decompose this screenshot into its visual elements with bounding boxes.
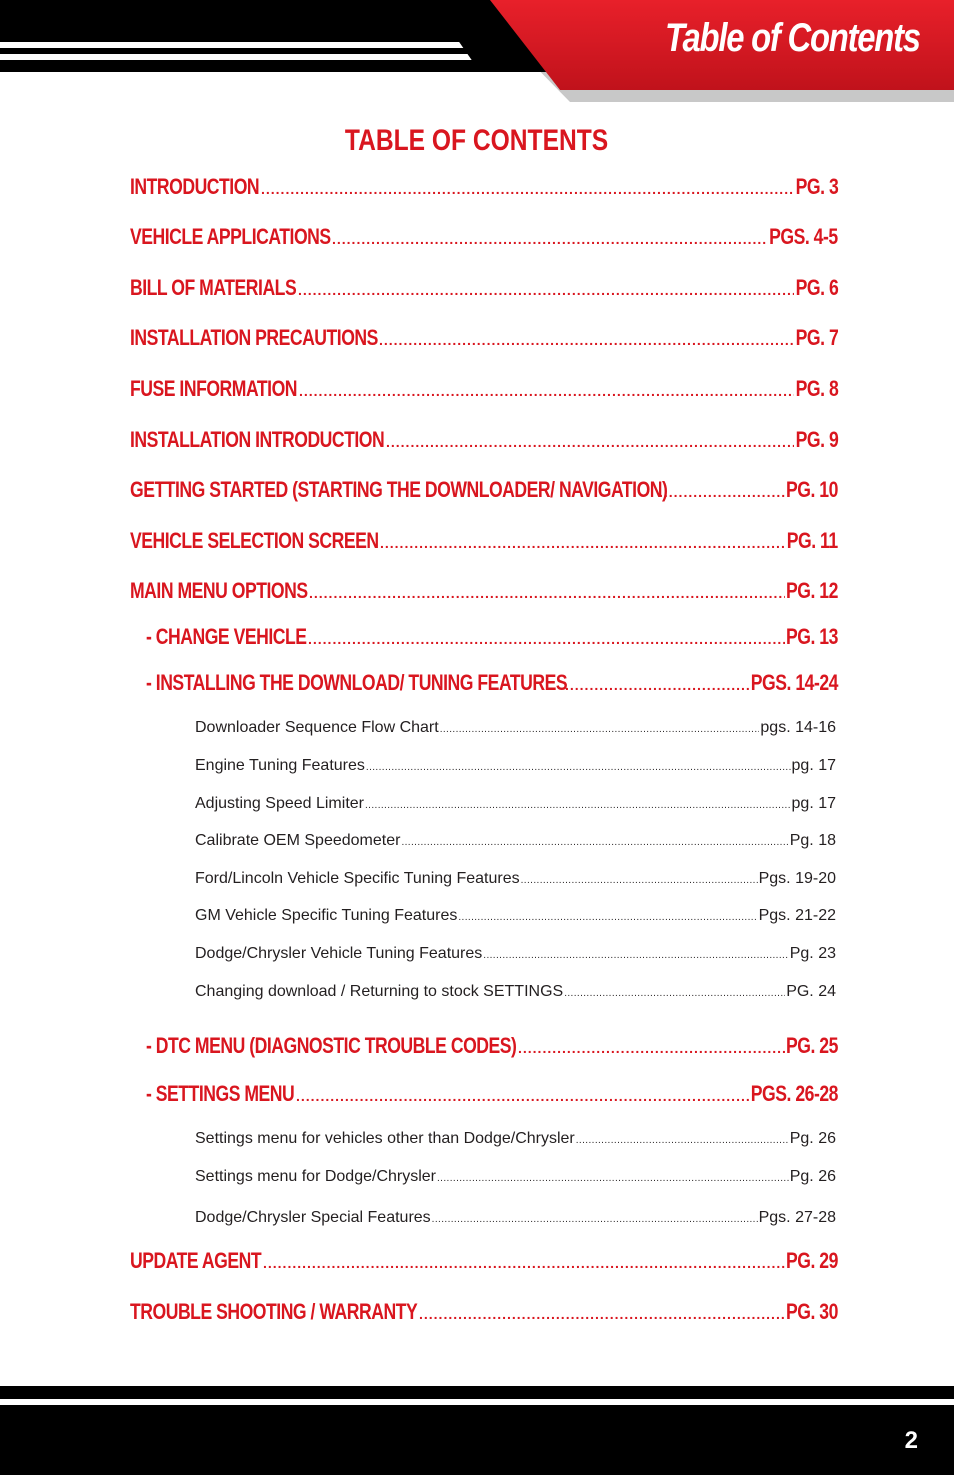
toc-entry-page: PG. 12 [785, 578, 838, 603]
toc-entry-page: PG. 13 [785, 624, 838, 649]
toc-subentry-title: Changing download / Returning to stock SETTINGS [195, 983, 564, 1000]
toc-entry-title: UPDATE AGENT [130, 1248, 262, 1273]
toc-entry-page: PG. 8 [795, 376, 839, 401]
toc-entry-main-menu-options[interactable] [130, 578, 838, 604]
toc-entry-introduction[interactable] [130, 174, 838, 200]
toc-subentry-ford-lincoln[interactable] [195, 870, 836, 888]
toc-entry-page: PG. 3 [795, 174, 839, 199]
toc-entry-update-agent[interactable] [130, 1248, 838, 1274]
toc-subentry-speed-limiter[interactable] [195, 795, 836, 813]
dot-leader [379, 332, 794, 348]
toc-subentry-page: Pg. 26 [789, 1168, 836, 1185]
dot-leader [576, 1135, 789, 1146]
toc-subentry-engine-tuning[interactable] [195, 757, 836, 775]
toc-entry-dtc-menu[interactable] [146, 1033, 838, 1059]
toc-entry-title: GETTING STARTED (STARTING THE DOWNLOADER/ NAVIGATION) [130, 477, 668, 502]
toc-subentry-title: Engine Tuning Features [195, 757, 365, 774]
page-number: 2 [904, 1427, 918, 1454]
dot-leader [518, 1040, 785, 1056]
toc-subentry-page: Pgs. 21-22 [758, 907, 836, 924]
toc-entry-change-vehicle[interactable] [146, 624, 838, 650]
toc-entry-title: - CHANGE VEHICLE [146, 624, 307, 649]
toc-entry-title: MAIN MENU OPTIONS [130, 578, 308, 603]
toc-entry-title: VEHICLE APPLICATIONS [130, 224, 331, 249]
toc-entry-page: PG. 29 [785, 1248, 838, 1273]
dot-leader [437, 1173, 789, 1184]
toc-entry-installation-introduction[interactable] [130, 427, 838, 453]
toc-entry-title: - INSTALLING THE DOWNLOAD/ TUNING FEATURES [146, 670, 568, 695]
toc-entry-page: PG. 6 [795, 275, 839, 300]
toc-subentry-page: Pg. 23 [789, 945, 836, 962]
dot-leader [366, 762, 791, 773]
toc-entry-settings-menu[interactable] [146, 1081, 838, 1107]
toc-subentry-page: Pgs. 19-20 [758, 870, 836, 887]
dot-leader [332, 231, 768, 247]
footer-bar-thin [0, 1386, 954, 1399]
toc-entry-page: PG. 25 [785, 1033, 838, 1058]
toc-entry-page: PG. 9 [795, 427, 839, 452]
dot-leader [659, 484, 785, 500]
toc-entry-title: - DTC MENU (DIAGNOSTIC TROUBLE CODES) [146, 1033, 517, 1058]
toc-subentry-settings-dodge[interactable] [195, 1168, 836, 1186]
toc-subentry-dodge-chrysler-tuning[interactable] [195, 945, 836, 963]
toc-subentry-changing-download[interactable] [195, 983, 836, 1001]
toc-subentry-settings-other[interactable] [195, 1130, 836, 1148]
toc-subentry-page: pg. 17 [791, 757, 836, 774]
toc-subentry-page: Pg. 26 [789, 1130, 836, 1147]
page-footer [0, 1386, 954, 1475]
dot-leader [432, 1214, 758, 1225]
dot-leader [299, 383, 794, 399]
toc-entry-title: FUSE INFORMATION [130, 376, 298, 401]
toc-entry-title: TROUBLE SHOOTING / WARRANTY [130, 1299, 418, 1324]
toc-subentry-title: GM Vehicle Specific Tuning Features [195, 907, 458, 924]
dot-leader [386, 434, 794, 450]
toc-entry-page: PG. 10 [785, 477, 838, 502]
dot-leader [419, 1306, 785, 1322]
toc-subentry-page: pg. 17 [791, 795, 836, 812]
toc-entry-bill-of-materials[interactable] [130, 275, 838, 301]
dot-leader [298, 282, 794, 298]
dot-leader [401, 837, 788, 848]
dot-leader [458, 912, 757, 923]
toc-entry-getting-started[interactable] [130, 477, 838, 503]
toc-entry-fuse-information[interactable] [130, 376, 838, 402]
dot-leader [296, 1088, 749, 1104]
toc-entry-installing-download[interactable] [146, 670, 838, 696]
dot-leader [483, 950, 788, 961]
dot-leader [440, 724, 760, 735]
toc-entry-page: PG. 7 [795, 325, 839, 350]
toc-subentry-page: Pgs. 27-28 [758, 1209, 836, 1226]
toc-entry-page: PGS. 14-24 [750, 670, 838, 695]
toc-entry-title: - SETTINGS MENU [146, 1081, 295, 1106]
dot-leader [309, 585, 785, 601]
toc-subentry-gm-vehicle[interactable] [195, 907, 836, 925]
toc-heading-text: TABLE OF CONTENTS [345, 124, 609, 157]
toc-entry-trouble-shooting[interactable] [130, 1299, 838, 1325]
toc-entry-title: INTRODUCTION [130, 174, 260, 199]
toc-subentry-title: Settings menu for Dodge/Chrysler [195, 1168, 436, 1185]
toc-subentry-page: pgs. 14-16 [760, 719, 836, 736]
toc-subentry-title: Dodge/Chrysler Vehicle Tuning Features [195, 945, 483, 962]
toc-subentry-title: Downloader Sequence Flow Chart [195, 719, 439, 736]
footer-bar [0, 1405, 954, 1475]
toc-subentry-page: Pg. 18 [789, 832, 836, 849]
toc-subentry-title: Calibrate OEM Speedometer [195, 832, 401, 849]
toc-subentry-title: Settings menu for vehicles other than Dodge/Chrysler [195, 1130, 575, 1147]
toc-subentry-calibrate-speedometer[interactable] [195, 832, 836, 850]
toc-subentry-title: Dodge/Chrysler Special Features [195, 1209, 431, 1226]
toc-subentry-title: Adjusting Speed Limiter [195, 795, 364, 812]
dot-leader [308, 631, 785, 647]
dot-leader [565, 677, 749, 693]
toc-entry-title: VEHICLE SELECTION SCREEN [130, 528, 379, 553]
toc-entry-page: PG. 11 [786, 528, 838, 553]
toc-subentry-downloader-flow-chart[interactable] [195, 719, 836, 737]
toc-entry-vehicle-applications[interactable] [130, 224, 838, 250]
dot-leader [380, 535, 786, 551]
dot-leader [564, 988, 785, 999]
dot-leader [263, 1255, 785, 1271]
toc-subentry-page: PG. 24 [786, 983, 836, 1000]
dot-leader [521, 875, 758, 886]
toc-entry-installation-precautions[interactable] [130, 325, 838, 351]
toc-entry-vehicle-selection-screen[interactable] [130, 528, 838, 554]
header-title: Table of Contents [665, 16, 920, 60]
toc-subentry-title: Ford/Lincoln Vehicle Specific Tuning Features [195, 870, 520, 887]
toc-entry-title: INSTALLATION PRECAUTIONS [130, 325, 378, 350]
dot-leader [365, 800, 791, 811]
toc-entry-title: BILL OF MATERIALS [130, 275, 297, 300]
toc-subentry-dodge-special[interactable] [195, 1209, 836, 1227]
toc-entry-page: PGS. 4-5 [769, 224, 838, 249]
toc-entry-page: PGS. 26-28 [750, 1081, 838, 1106]
toc-entry-page: PG. 30 [785, 1299, 838, 1324]
dot-leader [261, 181, 794, 197]
toc-entry-title: INSTALLATION INTRODUCTION [130, 427, 385, 452]
